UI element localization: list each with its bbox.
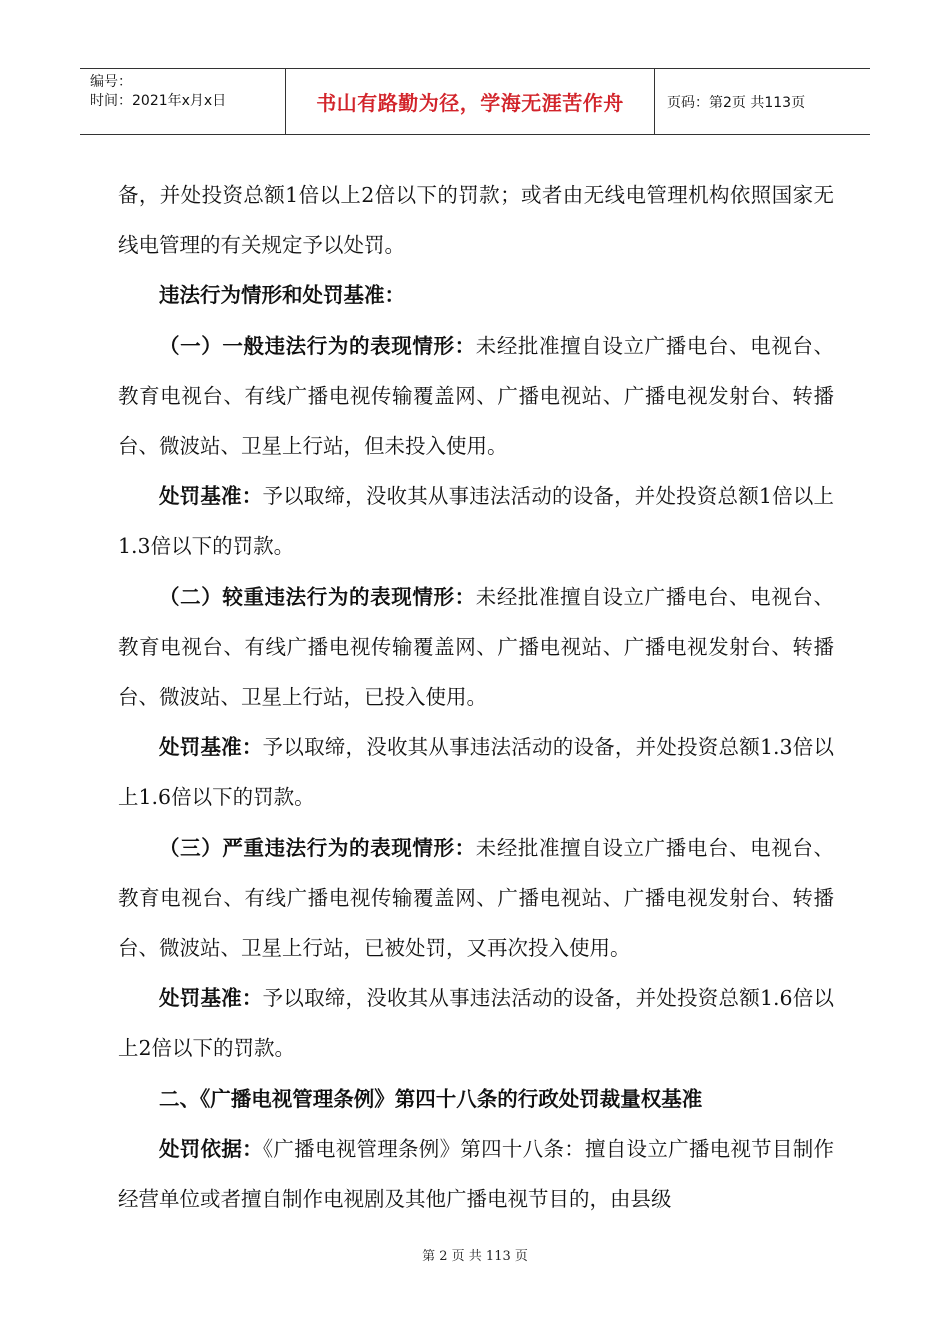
paragraph-label: 处罚依据： bbox=[159, 1136, 263, 1161]
header-meta bbox=[80, 69, 285, 134]
paragraph-text: 予以取缔，没收其从事违法活动的设备，并处投资总额1倍以上1.3倍以下的罚款。 bbox=[118, 484, 835, 559]
page-header bbox=[80, 68, 870, 135]
paragraph bbox=[118, 321, 834, 472]
paragraph-label: 处罚基准： bbox=[159, 986, 263, 1011]
paragraph-label: （三）严重违法行为的表现情形： bbox=[159, 835, 476, 860]
paragraph bbox=[118, 471, 834, 571]
number-label: 编号： bbox=[90, 74, 132, 90]
paragraph-text: 未经批准擅自设立广播电台、电视台、教育电视台、有线广播电视传输覆盖网、广播电视站、广播电视发射台、转播台、微波站、卫星上行站，但未投入使用。 bbox=[118, 333, 835, 459]
time-label: 时间：2021年x月x日 bbox=[90, 93, 227, 109]
paragraph-label: （一）一般违法行为的表现情形： bbox=[159, 333, 476, 358]
paragraph bbox=[118, 572, 834, 723]
heading-text: 违法行为情形和处罚基准： bbox=[159, 283, 405, 308]
paragraph: 备，并处投资总额1倍以上2倍以下的罚款；或者由无线电管理机构依照国家无线电管理的有关规定予以处罚。 bbox=[118, 183, 834, 258]
paragraph bbox=[118, 722, 834, 822]
paragraph-label: 处罚基准： bbox=[159, 735, 263, 760]
paragraph bbox=[118, 823, 834, 974]
section-heading bbox=[118, 1074, 834, 1124]
paragraph-text: 未经批准擅自设立广播电台、电视台、教育电视台、有线广播电视传输覆盖网、广播电视站、广播电视发射台、转播台、微波站、卫星上行站，已投入使用。 bbox=[118, 584, 835, 710]
section-heading bbox=[118, 270, 834, 320]
paragraph-label: 处罚基准： bbox=[159, 484, 263, 509]
paragraph-text: 《广播电视管理条例》第四十八条：擅自设立广播电视节目制作经营单位或者擅自制作电视剧及其他广播电视节目的，由县级 bbox=[118, 1136, 835, 1212]
document-body bbox=[118, 170, 834, 1224]
header-motto: 书山有路勤为径，学海无涯苦作舟 bbox=[285, 69, 655, 134]
paragraph bbox=[118, 1124, 834, 1224]
heading-text: 二、《广播电视管理条例》第四十八条的行政处罚裁量权基准 bbox=[159, 1086, 703, 1111]
paragraph-text: 未经批准擅自设立广播电台、电视台、教育电视台、有线广播电视传输覆盖网、广播电视站、广播电视发射台、转播台、微波站、卫星上行站，已被处罚，又再次投入使用。 bbox=[118, 835, 835, 961]
paragraph-label: （二）较重违法行为的表现情形： bbox=[159, 584, 476, 609]
paragraph-text: 予以取缔，没收其从事违法活动的设备，并处投资总额1.3倍以上1.6倍以下的罚款。 bbox=[118, 735, 835, 810]
paragraph-text: 予以取缔，没收其从事违法活动的设备，并处投资总额1.6倍以上2倍以下的罚款。 bbox=[118, 986, 835, 1061]
paragraph bbox=[118, 973, 834, 1073]
header-page-info: 页码：第2页 共113页 bbox=[667, 94, 806, 111]
page-footer: 第 2 页 共 113 页 bbox=[422, 1249, 528, 1264]
